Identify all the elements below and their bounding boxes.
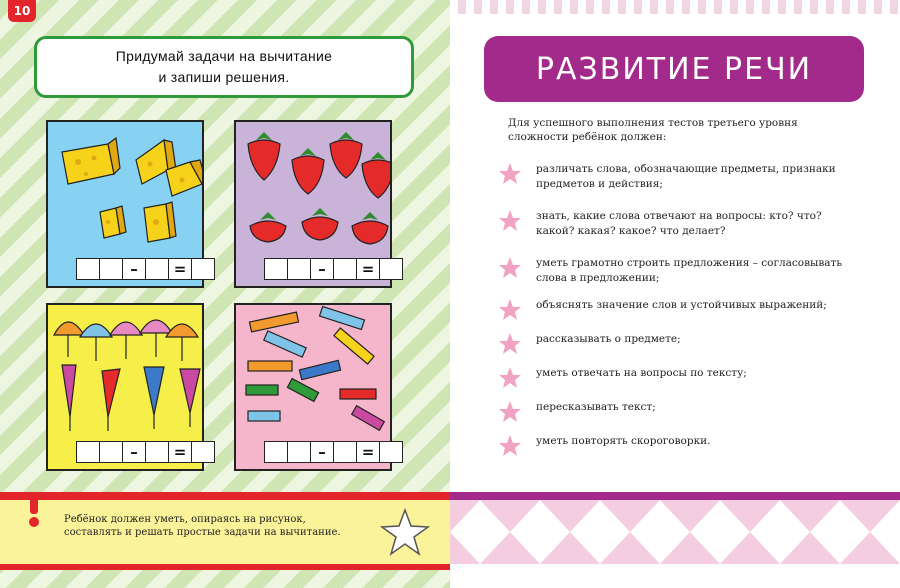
answer-box[interactable] [76, 258, 100, 280]
equation-pencil [265, 441, 403, 463]
divider [0, 492, 450, 500]
list-item-text: уметь отвечать на вопросы по тексту; [536, 367, 747, 379]
minus-sign: – [310, 441, 334, 463]
intro-text: Для успешного выполнения тестов третьего уровня сложности ребёнок должен: [508, 117, 798, 143]
exclamation-icon [22, 490, 46, 530]
equals-sign: = [168, 258, 192, 280]
parents-note: Ребёнок должен уметь, опираясь на рисунок, составлять и решать простые задачи на вычитание. [64, 514, 341, 538]
equation-umbrella [77, 441, 215, 463]
equals-sign: = [356, 441, 380, 463]
answer-box[interactable] [76, 441, 100, 463]
answer-box[interactable] [333, 441, 357, 463]
list-item [498, 298, 848, 322]
list-item [498, 256, 848, 286]
list-item-text: рассказывать о предмете; [536, 333, 681, 345]
bottom-margin [450, 564, 900, 588]
strawberry-panel [234, 120, 392, 288]
minus-sign: – [122, 258, 146, 280]
page-number: 10 [8, 0, 36, 22]
star-bullet-icon [498, 400, 522, 424]
list-item-text: знать, какие слова отвечают на вопросы: кто? что? какой? какая? какое? что делает? [536, 210, 822, 237]
list-item [498, 162, 848, 192]
list-item [498, 209, 848, 239]
list-item-text: уметь повторять скороговорки. [536, 435, 711, 447]
list-item-text: уметь грамотно строить предложения – согласовывать слова в предложении; [536, 257, 843, 284]
star-bullet-icon [498, 366, 522, 390]
equation-strawberry [265, 258, 403, 280]
umbrella-panel [46, 303, 204, 471]
answer-box[interactable] [191, 258, 215, 280]
section-title: РАЗВИТИЕ РЕЧИ [484, 36, 864, 102]
task-line-1: Придумай задачи на вычитание [115, 48, 333, 64]
answer-box[interactable] [145, 258, 169, 280]
star-bullet-icon [498, 332, 522, 356]
divider [450, 492, 900, 500]
list-item [498, 366, 848, 390]
answer-box[interactable] [379, 441, 403, 463]
minus-sign: – [122, 441, 146, 463]
top-band [450, 0, 900, 14]
list-item [498, 400, 848, 424]
answer-box[interactable] [264, 258, 288, 280]
equation-cheese [77, 258, 215, 280]
star-bullet-icon [498, 298, 522, 322]
right-page [450, 0, 900, 588]
answer-box[interactable] [287, 258, 311, 280]
list-item [498, 332, 848, 356]
star-icon [380, 508, 430, 558]
list-item-text: пересказывать текст; [536, 401, 656, 413]
task-box [34, 36, 414, 98]
pencil-panel [234, 303, 392, 471]
divider [0, 564, 450, 570]
list-item-text: различать слова, обозначающие предметы, признаки предметов и действия; [536, 163, 836, 190]
minus-sign: – [310, 258, 334, 280]
list-item [498, 434, 848, 458]
star-bullet-icon [498, 162, 522, 186]
answer-box[interactable] [287, 441, 311, 463]
answer-box[interactable] [264, 441, 288, 463]
star-bullet-icon [498, 434, 522, 458]
list-item-text: объяснять значение слов и устойчивых выражений; [536, 299, 827, 311]
answer-box[interactable] [145, 441, 169, 463]
equals-sign: = [356, 258, 380, 280]
task-line-2: и запиши решения. [158, 69, 290, 85]
answer-box[interactable] [379, 258, 403, 280]
cheese-panel [46, 120, 204, 288]
answer-box[interactable] [99, 258, 123, 280]
diamond-band [450, 500, 900, 564]
star-bullet-icon [498, 209, 522, 233]
answer-box[interactable] [191, 441, 215, 463]
star-bullet-icon [498, 256, 522, 280]
answer-box[interactable] [99, 441, 123, 463]
answer-box[interactable] [333, 258, 357, 280]
equals-sign: = [168, 441, 192, 463]
